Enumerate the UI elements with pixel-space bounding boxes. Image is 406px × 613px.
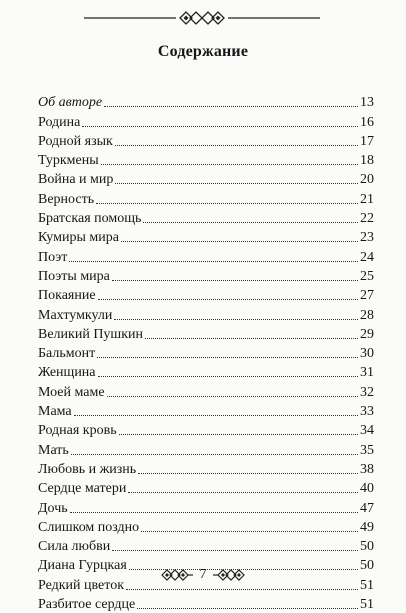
dot-leader <box>71 454 358 455</box>
toc-entry-title: Разбитое сердце <box>38 597 136 613</box>
toc-entry <box>38 208 374 227</box>
diamond-chain-left-icon <box>160 568 194 582</box>
toc-entry <box>38 150 374 169</box>
dot-leader <box>138 473 358 474</box>
dot-leader <box>141 531 358 532</box>
toc-entry <box>38 111 374 130</box>
toc-entry <box>38 131 374 150</box>
dot-leader <box>143 222 358 223</box>
toc-entry-page-number: 13 <box>360 95 374 111</box>
toc-entry-title: Диана Гурцкая <box>38 558 127 574</box>
toc-entry-page-number: 23 <box>360 230 374 246</box>
toc-entry-page-number: 40 <box>360 481 374 497</box>
toc-entry-title: Верность <box>38 191 95 207</box>
toc-entry <box>38 401 374 420</box>
toc-entry-title: Мать <box>38 442 69 458</box>
toc-entry-page-number: 21 <box>360 191 374 207</box>
toc-entry-title: Родная кровь <box>38 423 117 439</box>
toc-entry <box>38 246 374 265</box>
dot-leader <box>74 415 358 416</box>
dot-leader <box>145 338 358 339</box>
top-ornament-icon <box>84 10 320 26</box>
toc-entry-title: Покаяние <box>38 288 96 304</box>
toc-entry-title: Братская помощь <box>38 211 142 227</box>
toc-entry-page-number: 47 <box>360 500 374 516</box>
toc-entry <box>38 497 374 516</box>
toc-entry-page-number: 17 <box>360 133 374 149</box>
dot-leader <box>112 280 358 281</box>
toc-entry-title: Родина <box>38 114 81 130</box>
toc-entry-title: Слишком поздно <box>38 519 140 535</box>
toc-entry <box>38 266 374 285</box>
toc-entry-title: Моей маме <box>38 384 105 400</box>
toc-entry <box>38 324 374 343</box>
toc-entry-page-number: 34 <box>360 423 374 439</box>
dot-leader <box>119 434 358 435</box>
toc-entry-title: Кумиры мира <box>38 230 119 246</box>
dot-leader <box>137 608 358 609</box>
toc-entry <box>38 439 374 458</box>
toc-entry-title: Поэты мира <box>38 268 110 284</box>
toc-entry-page-number: 27 <box>360 288 374 304</box>
toc-entry <box>38 343 374 362</box>
dot-leader <box>101 164 358 165</box>
toc-entry <box>38 381 374 400</box>
toc-entry <box>38 420 374 439</box>
toc-list <box>38 92 374 613</box>
toc-entry-page-number: 33 <box>360 404 374 420</box>
toc-entry-title: Редкий цветок <box>38 577 125 593</box>
toc-entry-page-number: 32 <box>360 384 374 400</box>
toc-entry-page-number: 16 <box>360 114 374 130</box>
toc-entry-page-number: 22 <box>360 211 374 227</box>
diamond-chain-right-icon <box>212 568 246 582</box>
dot-leader <box>107 396 358 397</box>
toc-entry-title: Мама <box>38 404 72 420</box>
dot-leader <box>121 241 358 242</box>
toc-entry-title: Поэт <box>38 249 68 265</box>
toc-entry <box>38 227 374 246</box>
dot-leader <box>128 492 358 493</box>
dot-leader <box>112 550 358 551</box>
page-number: 7 <box>199 567 207 582</box>
toc-entry-title: Махтумкули <box>38 307 113 323</box>
toc-entry-page-number: 28 <box>360 307 374 323</box>
toc-entry <box>38 517 374 536</box>
toc-entry <box>38 188 374 207</box>
toc-entry <box>38 459 374 478</box>
dot-leader <box>98 376 358 377</box>
toc-entry-title: Туркмены <box>38 153 99 169</box>
toc-entry-title: Сила любви <box>38 539 111 555</box>
dot-leader <box>98 299 358 300</box>
toc-entry-page-number: 49 <box>360 519 374 535</box>
toc-entry <box>38 92 374 111</box>
toc-entry <box>38 304 374 323</box>
dot-leader <box>104 106 358 107</box>
toc-entry-title: Великий Пушкин <box>38 326 143 342</box>
toc-entry-page-number: 24 <box>360 249 374 265</box>
toc-entry-page-number: 31 <box>360 365 374 381</box>
page-title: Содержание <box>157 43 249 60</box>
dot-leader <box>115 145 358 146</box>
toc-entry-page-number: 50 <box>360 539 374 555</box>
toc-entry-title: Любовь и жизнь <box>38 461 137 477</box>
dot-leader <box>115 183 358 184</box>
toc-entry <box>38 594 374 613</box>
dot-leader <box>96 203 358 204</box>
toc-entry-title: Дочь <box>38 500 68 516</box>
toc-entry-title: Женщина <box>38 365 96 381</box>
toc-entry <box>38 536 374 555</box>
toc-entry-page-number: 18 <box>360 153 374 169</box>
toc-entry-page-number: 51 <box>360 597 374 613</box>
toc-entry-title: Родной язык <box>38 133 113 149</box>
toc-entry-title: Бальмонт <box>38 346 96 362</box>
toc-entry-page-number: 20 <box>360 172 374 188</box>
toc-entry-page-number: 25 <box>360 268 374 284</box>
toc-entry-page-number: 30 <box>360 346 374 362</box>
toc-entry <box>38 285 374 304</box>
dot-leader <box>69 261 358 262</box>
dot-leader <box>126 589 358 590</box>
toc-entry-page-number: 38 <box>360 461 374 477</box>
toc-entry <box>38 478 374 497</box>
dot-leader <box>82 126 358 127</box>
toc-entry-page-number: 35 <box>360 442 374 458</box>
dot-leader <box>70 512 358 513</box>
toc-entry-title: Война и мир <box>38 172 114 188</box>
dot-leader <box>114 319 358 320</box>
toc-entry-title: Сердце матери <box>38 481 127 497</box>
dot-leader <box>97 357 358 358</box>
toc-entry <box>38 169 374 188</box>
toc-entry-page-number: 29 <box>360 326 374 342</box>
toc-entry-title: Об авторе <box>38 95 103 111</box>
toc-entry-page-number: 51 <box>360 577 374 593</box>
toc-entry-page-number: 50 <box>360 558 374 574</box>
toc-entry <box>38 362 374 381</box>
page-footer <box>160 568 246 582</box>
